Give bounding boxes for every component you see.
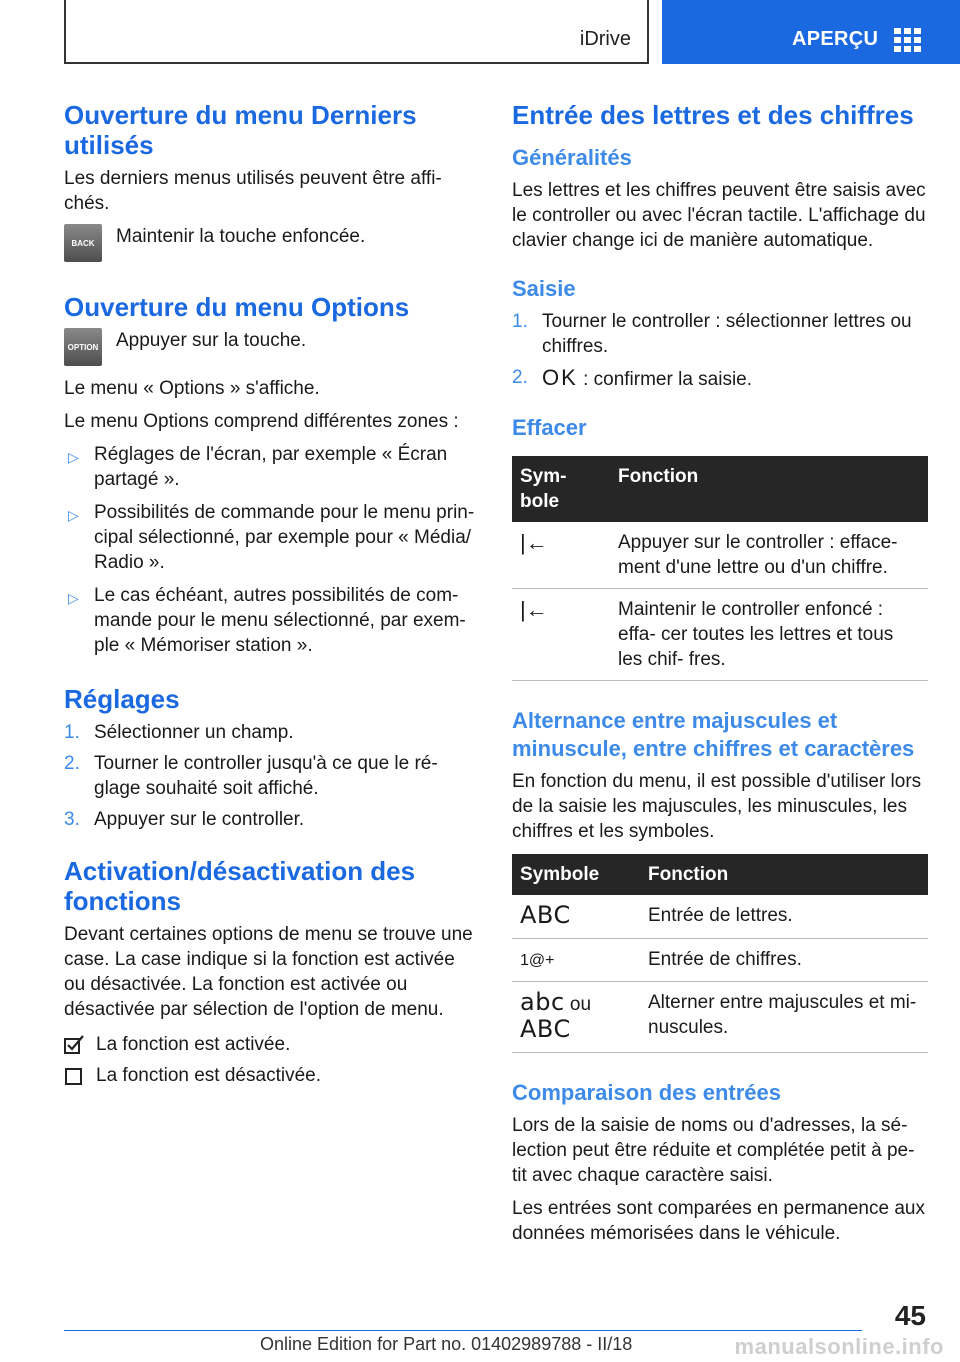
heading-letters-digits: Entrée des lettres et des chiffres [512,100,914,130]
option-key-row [64,328,480,366]
ok-icon: OK [542,365,578,390]
table-header: Symbole [512,854,640,895]
list-item: ▷ Réglages de l'écran, par exemple « Écran partagé ». [68,444,448,490]
settings-steps [64,720,480,832]
heading-comparison: Comparaison des entrées [512,1080,781,1105]
comparison-p2: Les entrées sont comparées en permanence aux données mémorisées dans le véhicule. [512,1198,925,1244]
abc-uppercase-icon: ABC [520,901,571,929]
recent-menus-text: Les derniers menus utilisés peuvent être affi‐ chés. [64,168,442,214]
page-number: 45 [894,1300,926,1331]
list-item: 1. Tourner le controller : sélectionner lettres ou chiffres. [512,311,912,357]
option-button-icon: OPTION [64,328,102,366]
table-row: |← Appuyer sur le controller : efface‐ ment d'une lettre ou d'un chiffre. [512,522,928,589]
table-row: abc ou ABC Alterner entre majuscules et mi‐ nuscules. [512,982,928,1053]
heading-settings: Réglages [64,684,180,714]
list-item: 1. Sélectionner un champ. [64,722,294,743]
table-row: 1@+ Entrée de chiffres. [512,939,928,982]
or-text: ou [569,994,592,1015]
list-item: ▷ Possibilités de commande pour le menu prin‐ cipal sélectionné, par exemple pour « Média/ Radio ». [68,502,475,573]
option-key-text: Appuyer sur la touche. [116,330,307,351]
general-text: Les lettres et les chiffres peuvent être saisis avec le controller ou avec l'écran tactile. L'affichage du clavier change ici de manière automatique. [512,180,926,251]
abc-uppercase-icon: ABC [520,1015,571,1043]
checkbox-unchecked-icon [64,1066,84,1086]
backspace-icon: |← [512,522,610,589]
triangle-bullet-icon: ▷ [68,507,79,523]
overview-tab[interactable] [662,0,960,64]
backspace-icon: |← [512,589,610,681]
back-key-row [64,224,480,262]
table-header: Fonction [610,456,928,522]
triangle-bullet-icon: ▷ [68,590,79,606]
checked-row [64,1032,480,1057]
header-box [64,0,649,64]
comparison-p1: Lors de la saisie de noms ou d'adresses, la sé‐ lection peut être réduite et complétée petit à pe‐ tit avec chaque caractère saisi. [512,1115,915,1186]
heading-activation: Activation/désactivation des fonctions [64,856,416,916]
triangle-bullet-icon: ▷ [68,449,79,465]
heading-recent-menus: Ouverture du menu Derniers utilisés [64,100,417,160]
abc-lowercase-icon: abc [520,988,565,1016]
input-steps [512,309,928,392]
back-button-icon: BACK [64,224,102,262]
watermark: manualsonline.info [734,1334,944,1359]
overview-tab-label: APERÇU [792,28,879,50]
checked-text: La fonction est activée. [96,1034,291,1055]
list-item: 2. Tourner le controller jusqu'à ce que le ré‐ glage souhaité soit affiché. [64,753,438,799]
right-column [512,100,928,1254]
heading-options-menu: Ouverture du menu Options [64,292,410,322]
heading-input: Saisie [512,276,576,301]
list-item: 2. OK : confirmer la saisie. [512,365,753,390]
left-column [64,100,480,1094]
activation-text: Devant certaines options de menu se trouve une case. La case indique si la fonction est activée ou désactivée. La fonction est activée ou désactivée par sélection de l'option de menu. [64,924,473,1020]
edition-text: Online Edition for Part no. 01402989788 - II/18 [260,1334,633,1354]
heading-case-toggle: Alternance entre majuscules et minuscule, entre chiffres et caractères [512,708,915,761]
options-p1: Le menu « Options » s'affiche. [64,378,320,399]
heading-delete: Effacer [512,415,587,440]
back-key-text: Maintenir la touche enfoncée. [116,226,366,247]
symbol-table [512,854,928,1053]
case-toggle-text: En fonction du menu, il est possible d'utiliser lors de la saisie les majuscules, les minuscules, les chiffres et les symboles. [512,771,922,842]
heading-general: Généralités [512,145,632,170]
table-row: |← Maintenir le controller enfoncé : effa‐ cer toutes les lettres et tous les chif‐ fres. [512,589,928,681]
checkbox-checked-icon [64,1035,84,1055]
unchecked-text: La fonction est désactivée. [96,1065,321,1086]
delete-table [512,456,928,681]
digits-symbols-icon: 1@+ [520,952,555,969]
table-header: Sym‐ bole [512,456,610,522]
grid-icon [894,28,922,54]
options-list [64,442,480,658]
list-item: ▷ Le cas échéant, autres possibilités de com‐ mande pour le menu sélectionné, par exem‐ ple « Mémoriser station ». [68,585,466,656]
footer-divider [64,1330,862,1331]
table-header: Fonction [640,854,928,895]
section-title: iDrive [579,28,631,50]
unchecked-row [64,1063,480,1088]
table-row: ABC Entrée de lettres. [512,895,928,939]
list-item: 3. Appuyer sur le controller. [64,809,305,830]
options-p2: Le menu Options comprend différentes zones : [64,411,459,432]
